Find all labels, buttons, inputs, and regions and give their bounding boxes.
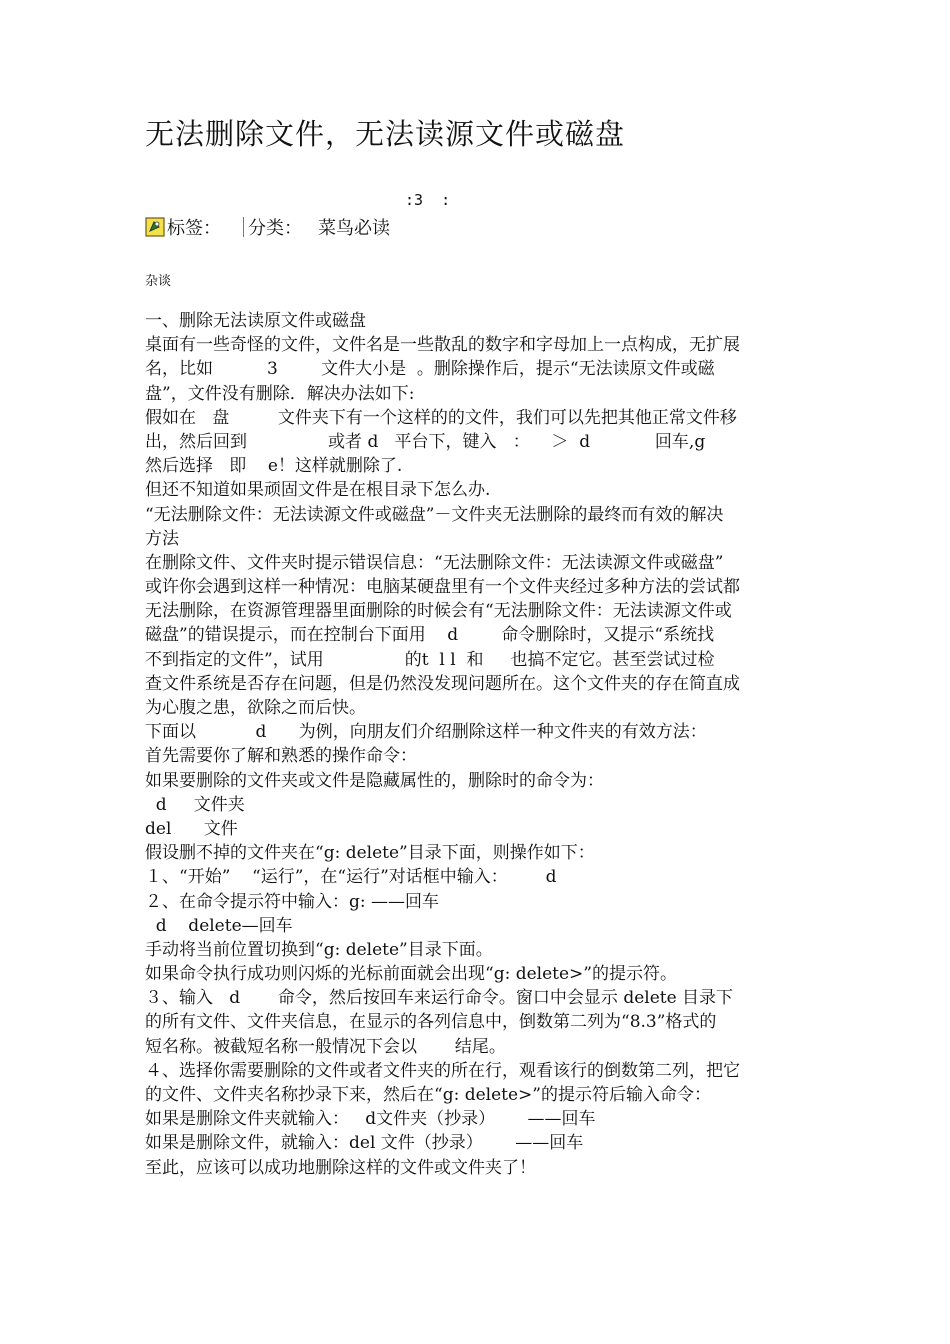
body-line: ２、在命令提示符中输入：g: ——回车 bbox=[145, 891, 440, 912]
body-line: ３、输入 d 命令，然后按回车来运行命令。窗口中会显示 delete 目录下 bbox=[145, 988, 734, 1009]
meta-line: :3 : bbox=[405, 191, 451, 209]
body-line: 的所有文件、文件夹信息，在显示的各列信息中，倒数第二列为“8.3”格式的 bbox=[145, 1012, 717, 1033]
body-line: d 文件夹 bbox=[145, 794, 245, 815]
body-line: 如果要删除的文件夹或文件是隐藏属性的，删除时的命令为： bbox=[145, 770, 604, 791]
body-line: 手动将当前位置切换到“g: delete”目录下面。 bbox=[145, 939, 493, 960]
body-line: 但还不知道如果顽固文件是在根目录下怎么办. bbox=[145, 480, 491, 501]
body-line: 磁盘”的错误提示，而在控制台下面用 d 命令删除时，又提示“系统找 bbox=[145, 625, 715, 646]
body-line: del 文件 bbox=[145, 818, 238, 839]
tags-row bbox=[145, 214, 390, 240]
body-line: 假设删不掉的文件夹在“g: delete”目录下面，则操作如下： bbox=[145, 843, 595, 864]
body-line: 或许你会遇到这样一种情况：电脑某硬盘里有一个文件夹经过多种方法的尝试都 bbox=[145, 577, 740, 598]
body-line: 无法删除，在资源管理器里面删除的时候会有“无法删除文件：无法读源文件或 bbox=[145, 601, 732, 622]
tag-icon bbox=[145, 217, 165, 237]
body-line: 为心腹之患，欲除之而后快。 bbox=[145, 698, 366, 718]
body-line: 一、删除无法读原文件或磁盘 bbox=[145, 311, 366, 331]
article-body bbox=[145, 309, 810, 1180]
body-line: 方法 bbox=[145, 528, 179, 549]
body-line: 如果是删除文件夹就输入： d文件夹（抄录） ——回车 bbox=[145, 1109, 596, 1130]
body-line: “无法删除文件：无法读源文件或磁盘”－文件夹无法删除的最终而有效的解决 bbox=[145, 504, 724, 525]
tags-label: 标签： bbox=[167, 218, 221, 239]
body-line: 盘”，文件没有删除．解决办法如下: bbox=[145, 383, 415, 404]
body-line: 不到指定的文件”，试用 的t l l 和 也搞不定它。甚至尝试过检 bbox=[145, 649, 715, 670]
body-line: 下面以 d 为例，向朋友们介绍删除这样一种文件夹的有效方法： bbox=[145, 722, 707, 743]
body-line: 然后选择 即 e！这样就删除了. bbox=[145, 456, 403, 477]
body-line: 出，然后回到 或者 d 平台下，键入 ： ＞ d 回车,g bbox=[145, 431, 706, 452]
body-line: ４、选择你需要删除的文件或者文件夹的所在行，观看该行的倒数第二列，把它 bbox=[145, 1060, 740, 1081]
body-line: 如果是删除文件，就输入：del 文件（抄录） ——回车 bbox=[145, 1133, 584, 1154]
body-line: 假如在 盘 文件夹下有一个这样的的文件，我们可以先把其他正常文件移 bbox=[145, 407, 737, 428]
category-label: 分类： bbox=[248, 218, 302, 239]
body-line: d delete—回车 bbox=[145, 915, 293, 936]
divider bbox=[243, 217, 244, 237]
category-value[interactable]: 菜鸟必读 bbox=[318, 218, 390, 239]
body-line: 至此，应该可以成功地删除这样的文件或文件夹了！ bbox=[145, 1157, 536, 1178]
document-title: 无法删除文件，无法读源文件或磁盘 bbox=[145, 117, 626, 151]
body-line: 如果命令执行成功则闪烁的光标前面就会出现“g: delete>”的提示符。 bbox=[145, 964, 677, 985]
body-line: 的文件、文件夹名称抄录下来，然后在“g: delete>”的提示符后输入命令： bbox=[145, 1085, 711, 1105]
body-line: 桌面有一些奇怪的文件，文件名是一些散乱的数字和字母加上一点构成，无扩展 bbox=[145, 335, 740, 356]
body-line: 短名称。被截短名称一般情况下会以 结尾。 bbox=[145, 1036, 506, 1057]
body-line: １、“开始” “运行”，在“运行”对话框中输入： d bbox=[145, 867, 557, 888]
body-line: 名，比如 3 文件大小是 。删除操作后，提示“无法读原文件或磁 bbox=[145, 359, 715, 380]
body-line: 在删除文件、文件夹时提示错误信息：“无法删除文件：无法读源文件或磁盘” bbox=[145, 552, 724, 573]
small-note: 杂谈 bbox=[145, 274, 172, 289]
body-line: 首先需要你了解和熟悉的操作命令： bbox=[145, 746, 417, 767]
body-line: 查文件系统是否存在问题，但是仍然没发现问题所在。这个文件夹的存在简直成 bbox=[145, 673, 740, 694]
